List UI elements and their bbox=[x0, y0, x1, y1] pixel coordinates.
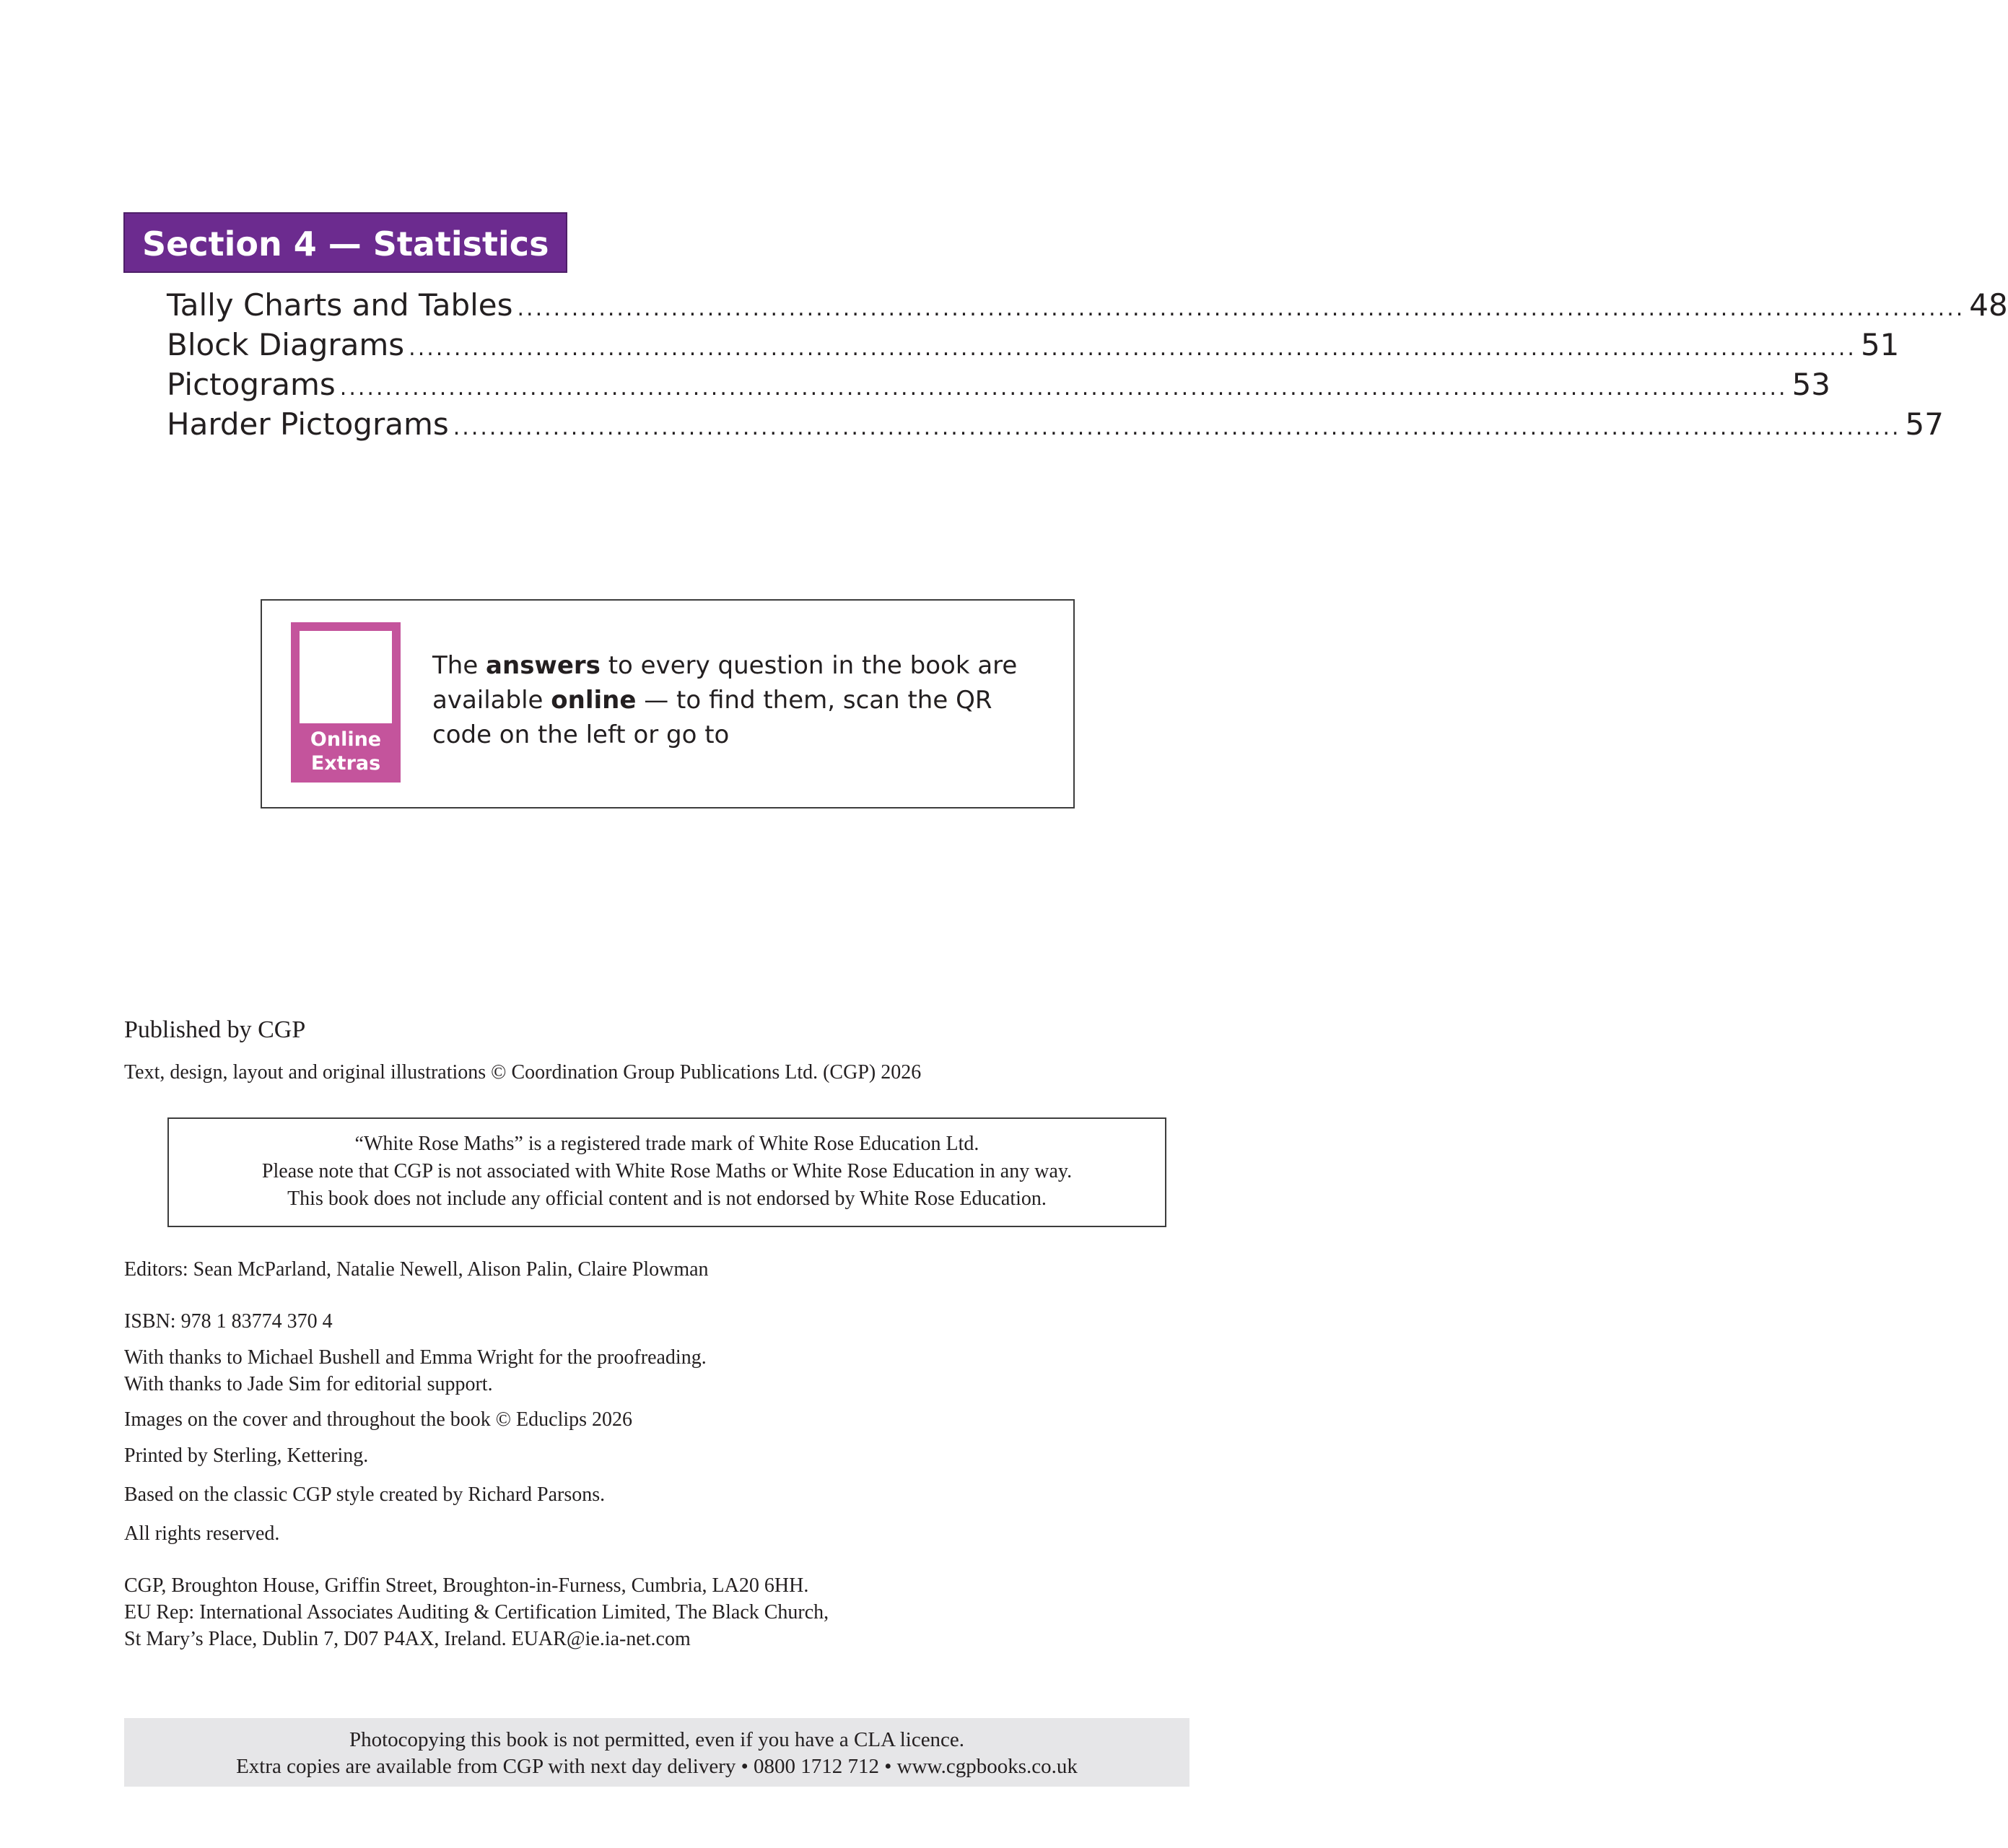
thanks-editorial: With thanks to Jade Sim for editorial support. bbox=[124, 1373, 493, 1395]
editors-credit bbox=[124, 1256, 709, 1283]
trademark-notice-box bbox=[167, 1117, 1166, 1227]
toc-leader-dots: ................................................................................................................................................................ bbox=[409, 336, 1856, 361]
online-text-part: The bbox=[432, 651, 486, 680]
toc-entry-page: 48 bbox=[1969, 287, 2008, 323]
toc-entry-title: Pictograms bbox=[167, 367, 336, 402]
printed-line: Printed by Sterling, Kettering. bbox=[124, 1444, 369, 1467]
style-credit bbox=[124, 1481, 605, 1508]
thanks-proofreading: With thanks to Michael Bushell and Emma Wright for the proofreading. bbox=[124, 1346, 707, 1369]
toc-entry-title: Harder Pictograms bbox=[167, 406, 449, 442]
address-block bbox=[124, 1572, 829, 1652]
footer-notice-bar bbox=[124, 1718, 1189, 1787]
online-extras-label-line1: Online bbox=[310, 728, 382, 751]
toc-entry-title: Tally Charts and Tables bbox=[167, 287, 513, 323]
online-text-bold-answers: answers bbox=[486, 651, 601, 680]
isbn-block bbox=[124, 1308, 333, 1335]
printed-by bbox=[124, 1442, 368, 1469]
online-extras-qr-badge[interactable] bbox=[291, 622, 401, 783]
toc-leader-dots: ................................................................................................................................................................ bbox=[453, 415, 1901, 440]
address-line: CGP, Broughton House, Griffin Street, Broughton-in-Furness, Cumbria, LA20 6HH. bbox=[124, 1574, 809, 1597]
address-line: EU Rep: International Associates Auditing & Certification Limited, The Black Church, bbox=[124, 1601, 829, 1623]
address-line: St Mary’s Place, Dublin 7, D07 P4AX, Ireland. EUAR@ie.ia-net.com bbox=[124, 1628, 691, 1650]
toc-entry-page: 57 bbox=[1905, 406, 1944, 442]
online-extras-box bbox=[261, 599, 1075, 808]
section-title: Section 4 — Statistics bbox=[123, 212, 567, 273]
toc-entry-pictograms[interactable] bbox=[167, 367, 1831, 406]
images-credit bbox=[124, 1406, 632, 1433]
rights-reserved bbox=[124, 1520, 279, 1547]
trademark-line: “White Rose Maths” is a registered trade mark of White Rose Education Ltd. bbox=[354, 1133, 979, 1155]
based-on-line: Based on the classic CGP style created by Richard Parsons. bbox=[124, 1483, 606, 1506]
toc-entry-harder-pictograms[interactable] bbox=[167, 406, 1944, 446]
footer-photocopy-line: Photocopying this book is not permitted, even if you have a CLA licence. bbox=[349, 1728, 965, 1751]
toc-entry-page: 51 bbox=[1860, 327, 1900, 362]
toc-leader-dots: ................................................................................................................................................................ bbox=[339, 375, 1788, 401]
rights-line: All rights reserved. bbox=[124, 1522, 280, 1545]
online-extras-description bbox=[432, 648, 1039, 752]
toc-entry-block-diagrams[interactable] bbox=[167, 327, 1900, 367]
qr-code-placeholder[interactable] bbox=[300, 631, 392, 723]
footer-contact-line: Extra copies are available from CGP with next day delivery • 0800 1712 712 • www.cgpbooks.co.uk bbox=[236, 1755, 1078, 1778]
online-text-bold-online: online bbox=[551, 686, 637, 715]
toc-entry-title: Block Diagrams bbox=[167, 327, 405, 362]
trademark-line: This book does not include any official content and is not endorsed by White Rose Education. bbox=[287, 1187, 1047, 1210]
toc-entry-tally-charts[interactable] bbox=[167, 287, 2008, 327]
toc-leader-dots: ................................................................................................................................................................ bbox=[517, 296, 1965, 321]
online-text-part: — to find them, scan the QR code on the left or go to bbox=[432, 686, 992, 749]
toc-entry-page: 53 bbox=[1791, 367, 1831, 402]
images-line: Images on the cover and throughout the book © Educlips 2026 bbox=[124, 1408, 633, 1431]
published-by: Published by CGP bbox=[124, 1016, 306, 1043]
online-text-part: to every question in the book are available bbox=[432, 651, 1018, 715]
isbn-line: ISBN: 978 1 83774 370 4 bbox=[124, 1310, 333, 1333]
editors-line: Editors: Sean McParland, Natalie Newell, Alison Palin, Claire Plowman bbox=[124, 1258, 709, 1281]
copyright-line: Text, design, layout and original illustrations © Coordination Group Publications Ltd. (CGP) 2026 bbox=[124, 1061, 922, 1084]
online-extras-label bbox=[291, 728, 401, 775]
trademark-line: Please note that CGP is not associated with White Rose Maths or White Rose Education in any way. bbox=[261, 1160, 1073, 1182]
table-of-contents bbox=[167, 287, 2008, 446]
thanks-block bbox=[124, 1344, 707, 1398]
online-extras-label-line2: Extras bbox=[310, 752, 381, 775]
